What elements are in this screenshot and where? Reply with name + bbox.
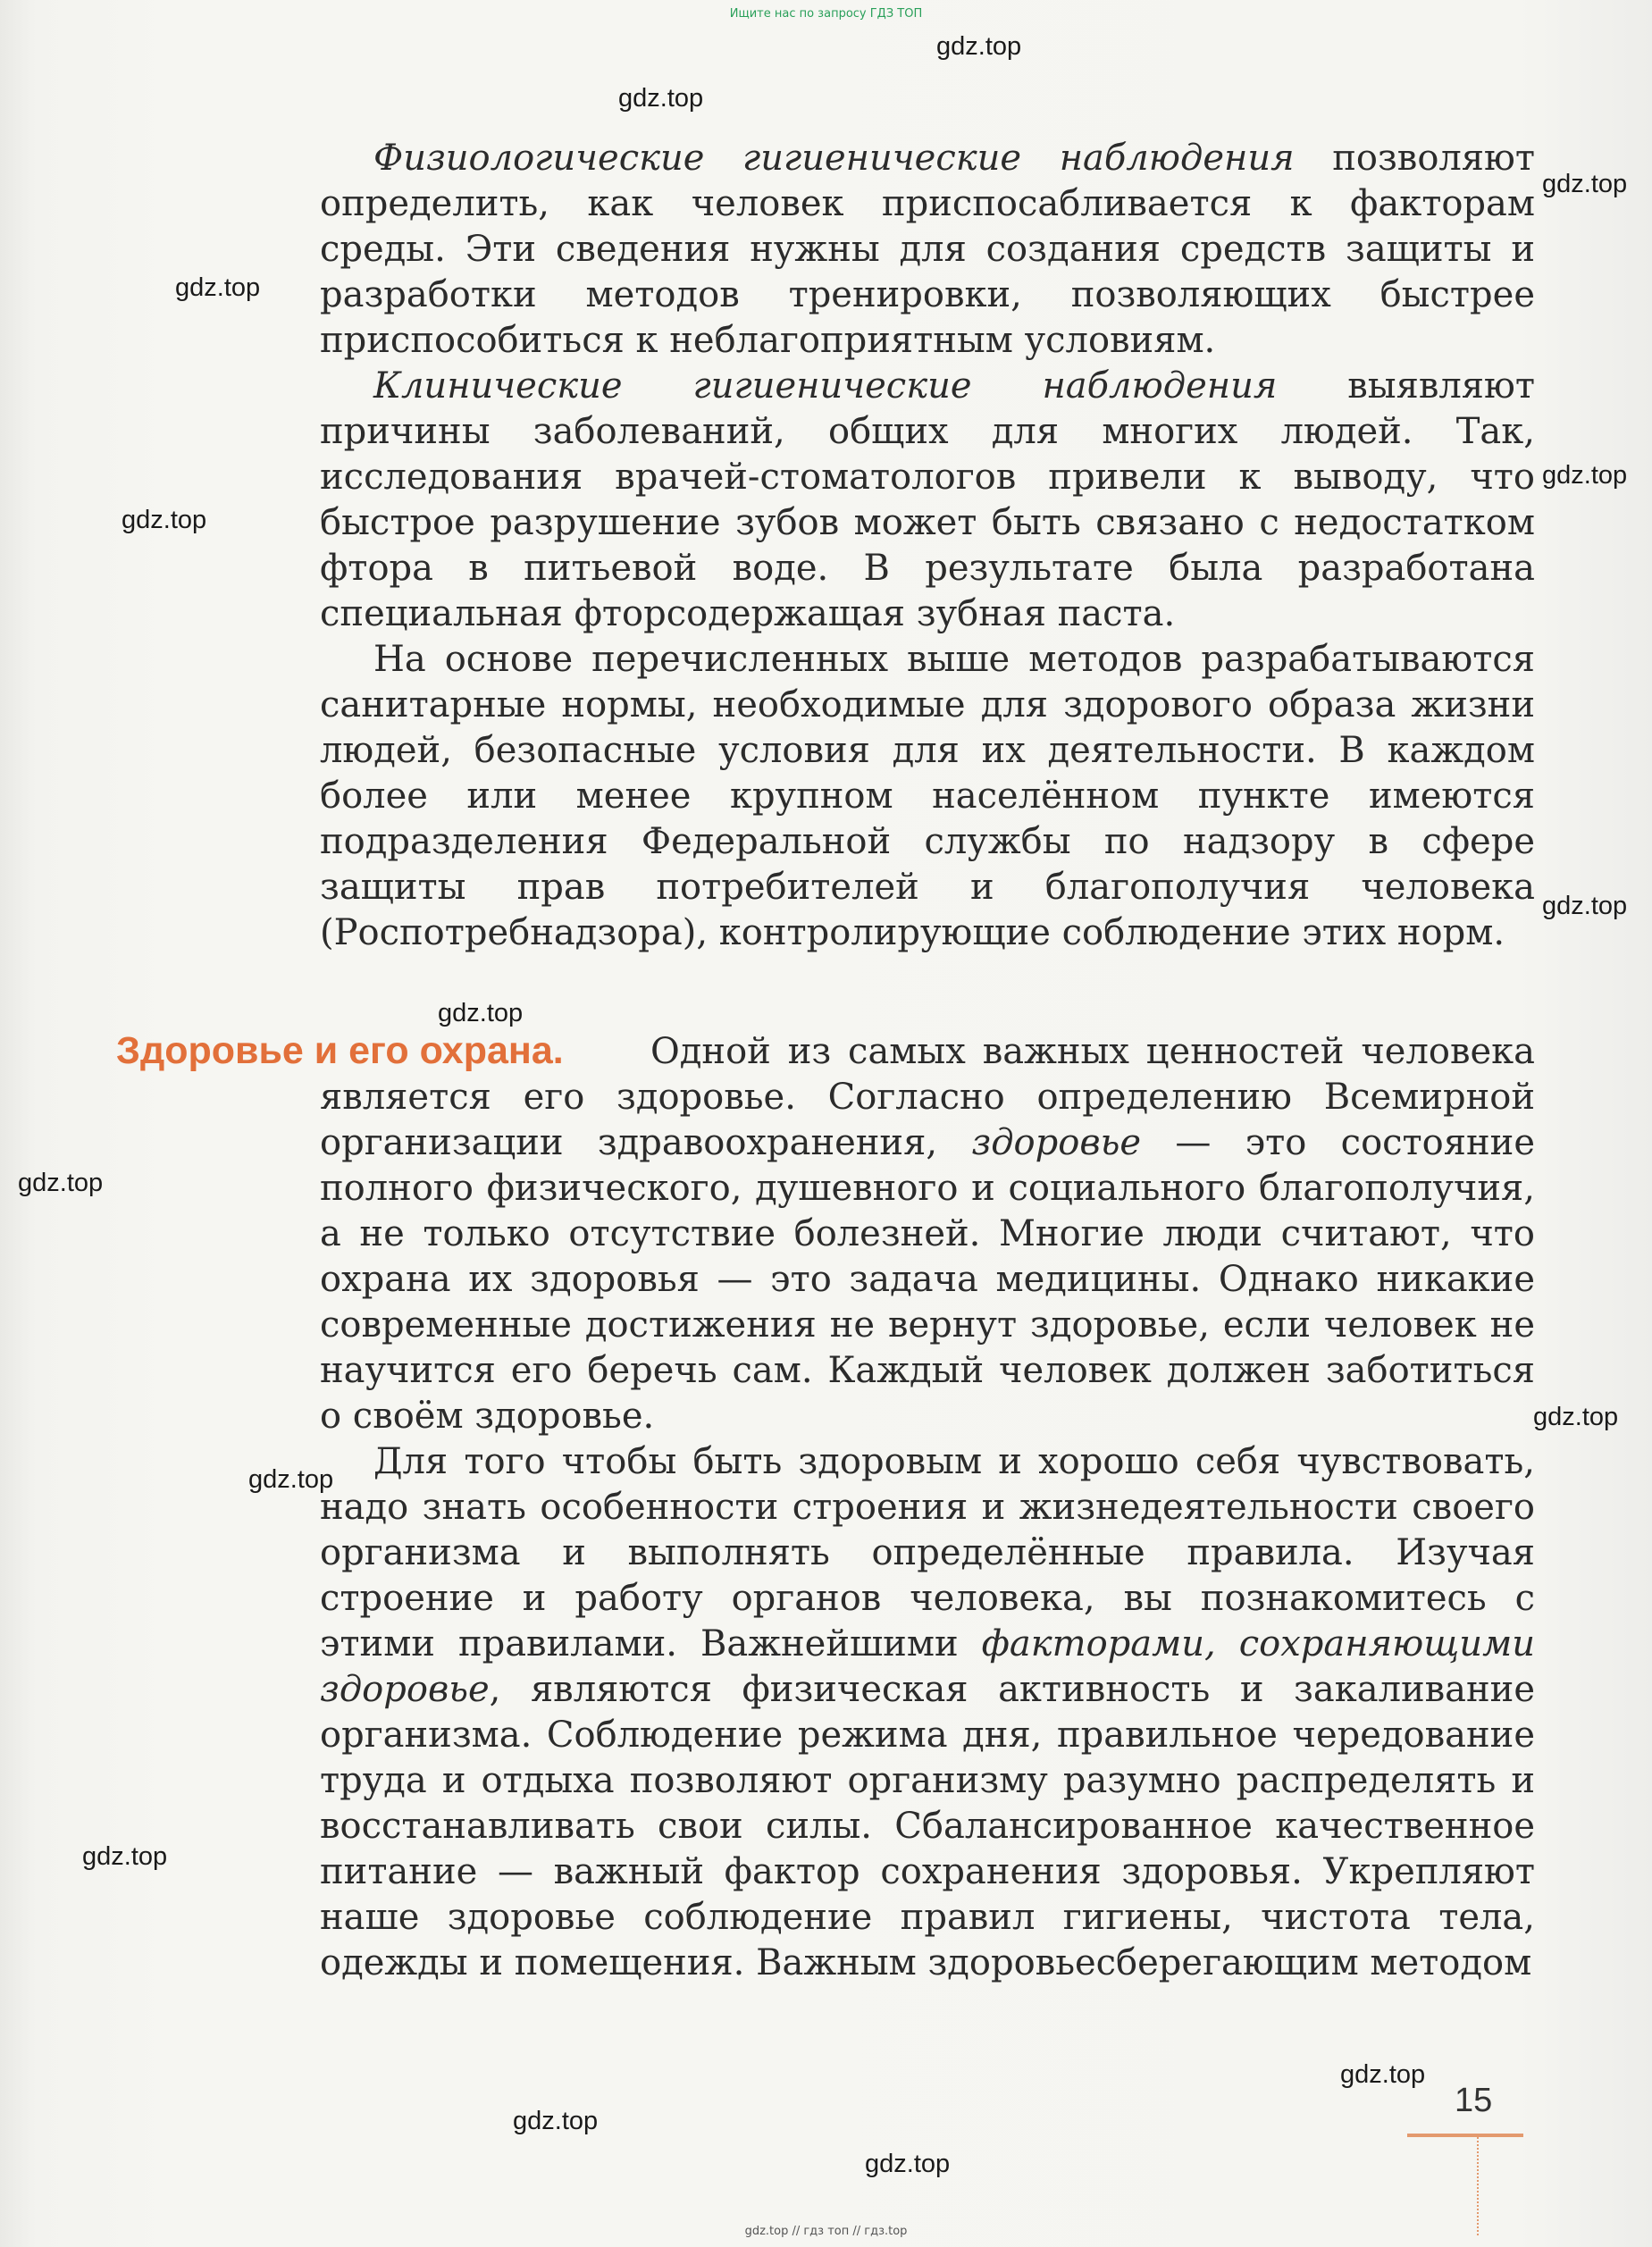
watermark: gdz.top — [513, 2107, 599, 2135]
watermark: gdz.top — [936, 32, 1022, 61]
watermark: gdz.top — [1340, 2060, 1426, 2089]
page-number-tick — [1477, 2137, 1480, 2235]
page-number: 15 — [1455, 2082, 1493, 2119]
paragraph-text: Одной из самых важных ценностей человека является его здоровье. Согласно определению Всемирной организации здравоохранения, — [320, 1031, 1535, 1163]
paragraph-text: — это состояние полного физического, душевного и социального благополучия, а не только отсутствие болезней. Многие люди считают, что охрана их здоровья — это задача медицины. Однако никакие современные достижения не вернут здоровье, если человек не научится его беречь сам. Каждый человек должен заботиться о своём здоровье. — [320, 1122, 1535, 1437]
watermark: gdz.top — [122, 506, 207, 534]
paragraph-text: позволяют определить, как человек приспосабливается к факторам среды. Эти сведения нужны для создания средств защиты и разработки методов тренировки, позволяющих быстрее приспособиться к неблагоприятным условиям. — [320, 138, 1535, 361]
watermark: gdz.top — [248, 1465, 334, 1494]
watermark: gdz.top — [175, 273, 261, 302]
watermark: gdz.top — [82, 1842, 168, 1871]
watermark: gdz.top — [1542, 461, 1628, 490]
term: Физиологические гигиенические наблюдения — [373, 138, 1295, 179]
paragraph — [320, 1439, 1535, 1986]
paragraph-text: выявляют причины заболеваний, общих для многих людей. Так, исследования врачей-стоматологов привели к выводу, что быстрое разрушение зубов может быть связано с недостатком фтора в питьевой воде. В результате была разработана специальная фторсодержащая зубная паста. — [320, 365, 1535, 634]
section-health — [320, 1029, 1535, 1986]
paragraph-text: , являются физическая активность и закаливание организма. Соблюдение режима дня, правильное чередование труда и отдыха позволяют организму разумно распределять и восстанавливать свои силы. Сбалансированное качественное питание — важный фактор сохранения здоровья. Укрепляют наше здоровье соблюдение правил гигиены, чистота тела, одежды и помещения. Важным здоровьесберегающим методом — [320, 1669, 1535, 1983]
watermark: gdz.top — [1533, 1403, 1619, 1431]
page-number-rule — [1407, 2134, 1523, 2137]
watermark: gdz.top — [438, 999, 524, 1027]
watermark: gdz.top — [1542, 892, 1628, 920]
watermark: gdz.top — [18, 1169, 104, 1197]
section-methods — [320, 136, 1535, 956]
term: факторами, сохраняющими здоровье — [320, 1623, 1535, 1710]
paragraph — [320, 1029, 1535, 1439]
paragraph — [320, 364, 1535, 637]
paragraph: На основе перечисленных выше методов разрабатываются санитарные нормы, необходимые для здорового образа жизни людей, безопасные условия для их деятельности. В каждом более или менее крупном населённом пункте имеются подразделения Федеральной службы по надзору в сфере защиты прав потребителей и благополучия человека (Роспотребнадзора), контролирующие соблюдение этих норм. — [320, 639, 1535, 953]
top-note[interactable]: Ищите нас по запросу ГДЗ ТОП — [729, 7, 923, 21]
watermark: gdz.top — [618, 84, 704, 113]
paragraph — [320, 136, 1535, 364]
watermark: gdz.top — [1542, 170, 1628, 198]
section-heading: Здоровье и его охрана. — [116, 1029, 564, 1072]
paragraph-text: Для того чтобы быть здоровым и хорошо себя чувствовать, надо знать особенности строения и жизнедеятельности своего организма и выполнять определённые правила. Изучая строение и работу органов человека, вы познакомитесь с этими правилами. Важнейшими — [320, 1441, 1535, 1664]
bottom-note[interactable]: gdz.top // гдз топ // гдз.top — [744, 2225, 908, 2238]
watermark: gdz.top — [865, 2150, 951, 2178]
term: Клинические гигиенические наблюдения — [373, 365, 1278, 407]
term: здоровье — [971, 1122, 1142, 1163]
